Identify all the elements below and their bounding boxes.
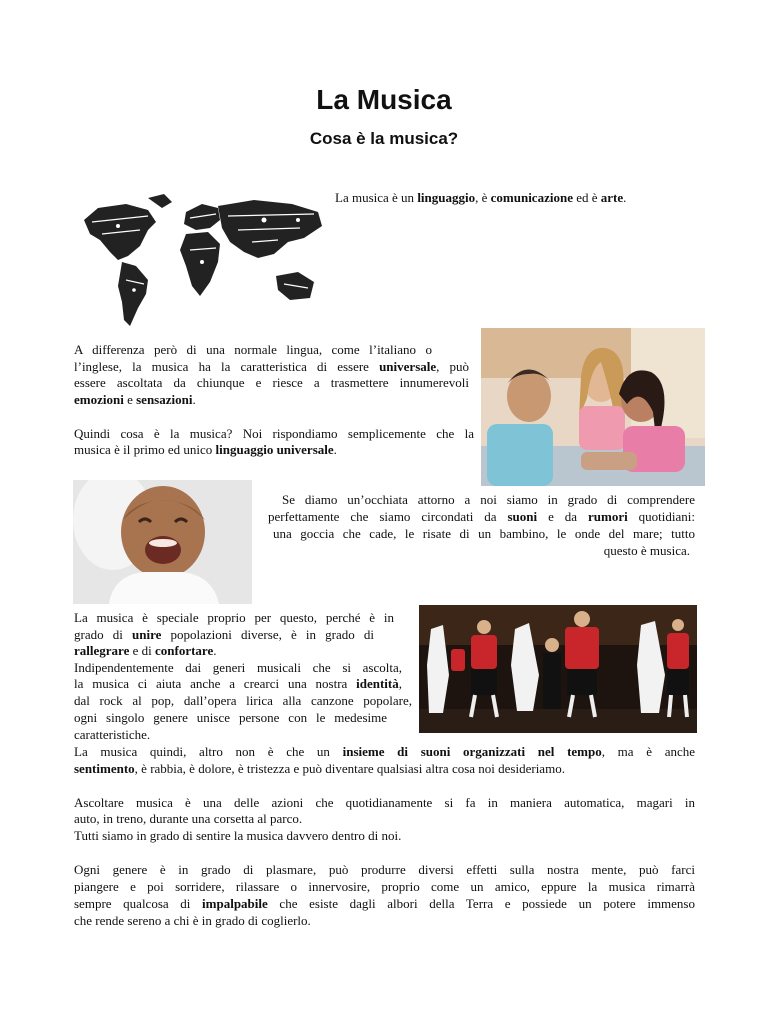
p1-line-2: l’inglese, la musica ha la caratteristica di essere universale, può xyxy=(74,359,470,374)
p4-line-7: ogni singolo genere unisce persone con le medesime xyxy=(74,710,387,725)
p4-line-6: dal rock al pop, dall’opera lirica alla canzone popolare, xyxy=(74,693,412,708)
laughing-baby-photo xyxy=(73,480,252,604)
intro-line: La musica è un linguaggio, è comunicazione ed è arte. xyxy=(335,190,627,205)
p1-line-3: essere ascoltata da chiunque e riesce a trasmettere innumerevoli xyxy=(74,375,469,390)
p5-line-3: Tutti siamo in grado di sentire la musica davvero dentro di noi. xyxy=(74,828,402,843)
p3-line-2: perfettamente che siamo circondati da suoni e da rumori quotidiani: xyxy=(268,509,695,524)
p1-line-1: A differenza però di una normale lingua, come l’italiano o xyxy=(74,342,432,357)
p4-line-4: Indipendentemente dai generi musicali che si ascolta, xyxy=(74,660,402,675)
teens-listening-photo xyxy=(481,328,705,486)
folk-dancers-photo xyxy=(419,605,697,733)
page-subtitle: Cosa è la musica? xyxy=(309,129,459,148)
p4-line-8: caratteristiche. xyxy=(74,727,151,742)
p4-line-2: grado di unire popolazioni diverse, è in grado di xyxy=(74,627,374,642)
world-map-image xyxy=(78,190,330,334)
page-title: La Musica xyxy=(316,84,452,115)
p4-line-1: La musica è speciale proprio per questo, perché è in xyxy=(74,610,394,625)
p1-line-4: emozioni e sensazioni. xyxy=(74,392,196,407)
p3-line-1: Se diamo un’occhiata attorno a noi siamo in grado di comprendere xyxy=(282,492,695,507)
p6-line-4: che rende sereno a chi è in grado di coglierlo. xyxy=(74,913,311,928)
p6-line-1: Ogni genere è in grado di plasmare, può produrre diversi effetti sulla nostra mente, può farci xyxy=(74,862,695,877)
p5-line-1: Ascoltare musica è una delle azioni che quotidianamente si fa in maniera automatica, magari in xyxy=(74,795,695,810)
p2-line-2: musica è il primo ed unico linguaggio universale. xyxy=(74,442,337,457)
p3-line-3: una goccia che cade, le risate di un bambino, le onde del mare; tutto xyxy=(273,526,695,541)
p2-line-1: Quindi cosa è la musica? Noi rispondiamo semplicemente che la xyxy=(74,426,474,441)
p4-line-9: La musica quindi, altro non è che un insieme di suoni organizzati nel tempo, ma è anche xyxy=(74,744,696,759)
p4-line-3: rallegrare e di confortare. xyxy=(74,643,217,658)
p5-line-2: auto, in treno, durante una corsetta al parco. xyxy=(74,811,303,826)
p6-line-3: sempre qualcosa di impalpabile che esiste dagli albori della Terra e possiede un potere immenso xyxy=(74,896,695,911)
p3-line-4: questo è musica. xyxy=(603,543,690,558)
p4-line-5: la musica ci aiuta anche a crearci una nostra identità, xyxy=(74,676,402,691)
p6-line-2: piangere e poi sorridere, rilassare o innervosire, proprio come un amico, eppure la musica rimarrà xyxy=(74,879,695,894)
p4-line-10: sentimento, è rabbia, è dolore, è tristezza e può diventare qualsiasi altra cosa noi desideriamo. xyxy=(74,761,565,776)
